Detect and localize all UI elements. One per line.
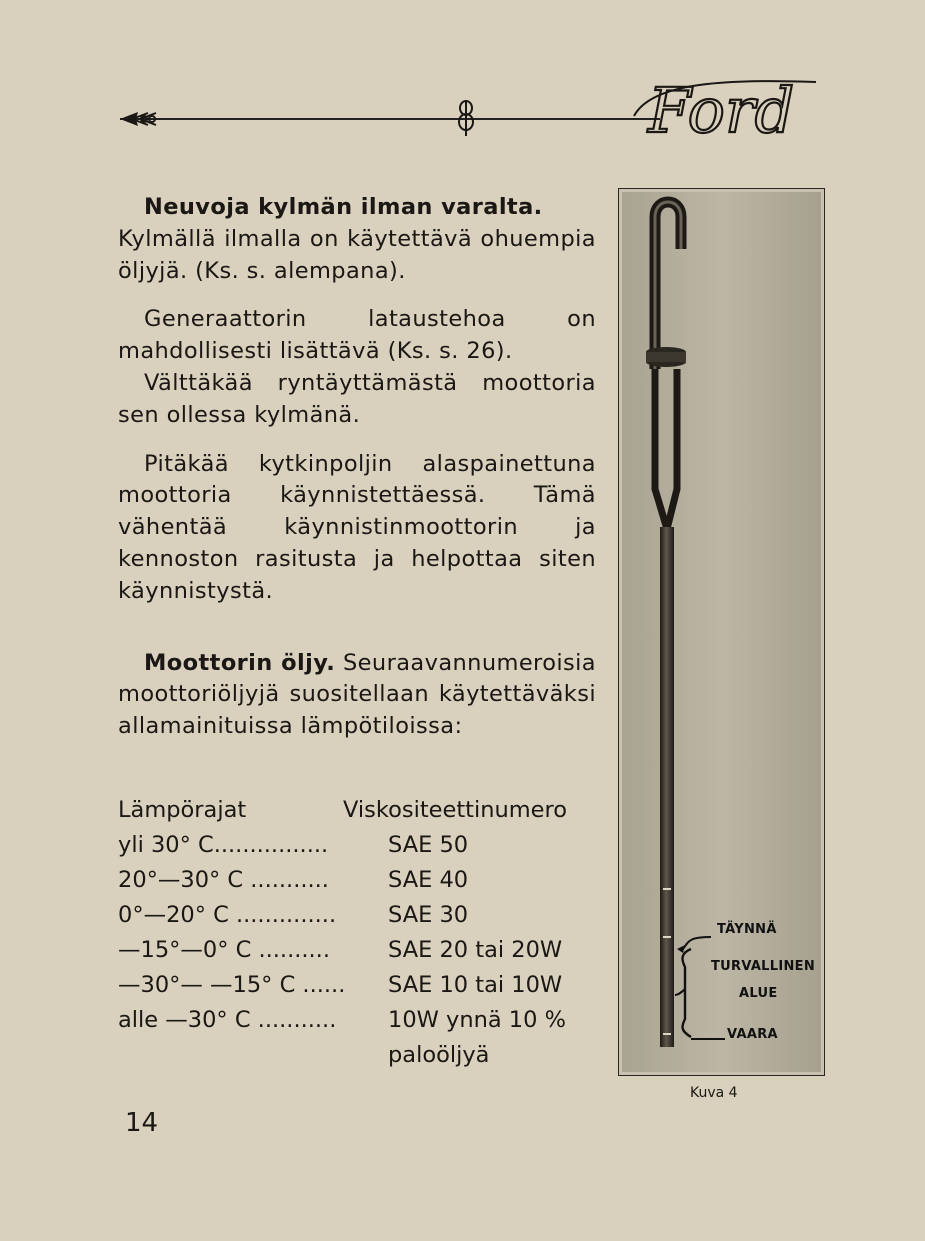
table-row xyxy=(118,898,598,933)
dipstick-figure xyxy=(618,188,825,1076)
dont-race-text: Välttäkää ryntäyttämästä moottoria sen ollessa kylmänä. xyxy=(118,369,596,428)
sae-cell: 10W ynnä 10 % xyxy=(388,1007,566,1033)
sae-cell: SAE 20 tai 20W xyxy=(388,937,563,963)
temp-cell: —15°—0° C xyxy=(118,937,252,963)
table-row-continuation xyxy=(118,1038,598,1073)
main-text-column xyxy=(118,192,596,743)
leader-dots: .............. xyxy=(228,902,337,928)
engine-oil-heading: Moottorin öljy. xyxy=(144,649,336,676)
engine-oil-text: Seuraavannumeroisia moottoriöljyjä suositellaan käytettäväksi allamainituissa lämpötiloissa: xyxy=(118,649,596,740)
label-full: TÄYNNÄ xyxy=(717,922,777,937)
svg-text:Ford: Ford xyxy=(648,74,795,142)
cold-weather-text: Kylmällä ilmalla on käytettävä ohuempia öljyjä. (Ks. s. alempana). xyxy=(118,225,596,284)
viscosity-table xyxy=(118,793,598,1073)
cold-weather-paragraph xyxy=(118,192,596,224)
table-header-row xyxy=(118,793,598,828)
temp-cell: 0°—20° C xyxy=(118,902,229,928)
label-safe-line1: TURVALLINEN xyxy=(711,959,816,974)
header-rule xyxy=(120,118,660,120)
clutch-text: Pitäkää kytkinpoljin alaspainettuna moottoria käynnistettäessä. Tämä vähentää käynnistinmoottorin ja kennoston rasitusta ja helpottaa siten käynnistystä. xyxy=(118,450,596,604)
page-number: 14 xyxy=(125,1108,159,1138)
sae-cell: SAE 10 tai 10W xyxy=(388,972,563,998)
leader-dots: ................ xyxy=(213,832,329,858)
label-danger: VAARA xyxy=(727,1027,778,1042)
label-safe-line2: ALUE xyxy=(739,986,778,1001)
table-row xyxy=(118,933,598,968)
table-row xyxy=(118,863,598,898)
temp-cell: yli 30° C xyxy=(118,832,214,858)
leader-dots: .......... xyxy=(251,937,330,963)
ornament-knot-icon xyxy=(455,98,477,138)
temp-cell: alle —30° C xyxy=(118,1007,251,1033)
sae-cell: SAE 30 xyxy=(388,902,469,928)
cold-weather-heading: Neuvoja kylmän ilman varalta. xyxy=(144,194,543,220)
table-row xyxy=(118,828,598,863)
column-header-viscosity: Viskositeettinumero xyxy=(343,797,568,823)
leader-dots: ........... xyxy=(243,867,329,893)
temp-cell: —30°— —15° C xyxy=(118,972,296,998)
arrow-tail-icon xyxy=(118,106,178,132)
ford-logo xyxy=(630,72,820,142)
sae-cell-continued: paloöljyä xyxy=(388,1042,490,1068)
column-header-temperature: Lämpörajat xyxy=(118,797,247,823)
sae-cell: SAE 40 xyxy=(388,867,469,893)
figure-caption: Kuva 4 xyxy=(690,1085,738,1101)
dipstick-illustration xyxy=(619,189,824,1075)
temp-cell: 20°—30° C xyxy=(118,867,244,893)
engine-oil-paragraph xyxy=(118,648,596,743)
table-row xyxy=(118,1003,598,1038)
generator-text: Generaattorin lataustehoa on mahdollisesti lisättävä (Ks. s. 26). xyxy=(118,306,596,365)
leader-dots: ........... xyxy=(250,1007,337,1033)
sae-cell: SAE 50 xyxy=(388,832,469,858)
leader-dots: ...... xyxy=(295,972,346,998)
table-row xyxy=(118,968,598,1003)
